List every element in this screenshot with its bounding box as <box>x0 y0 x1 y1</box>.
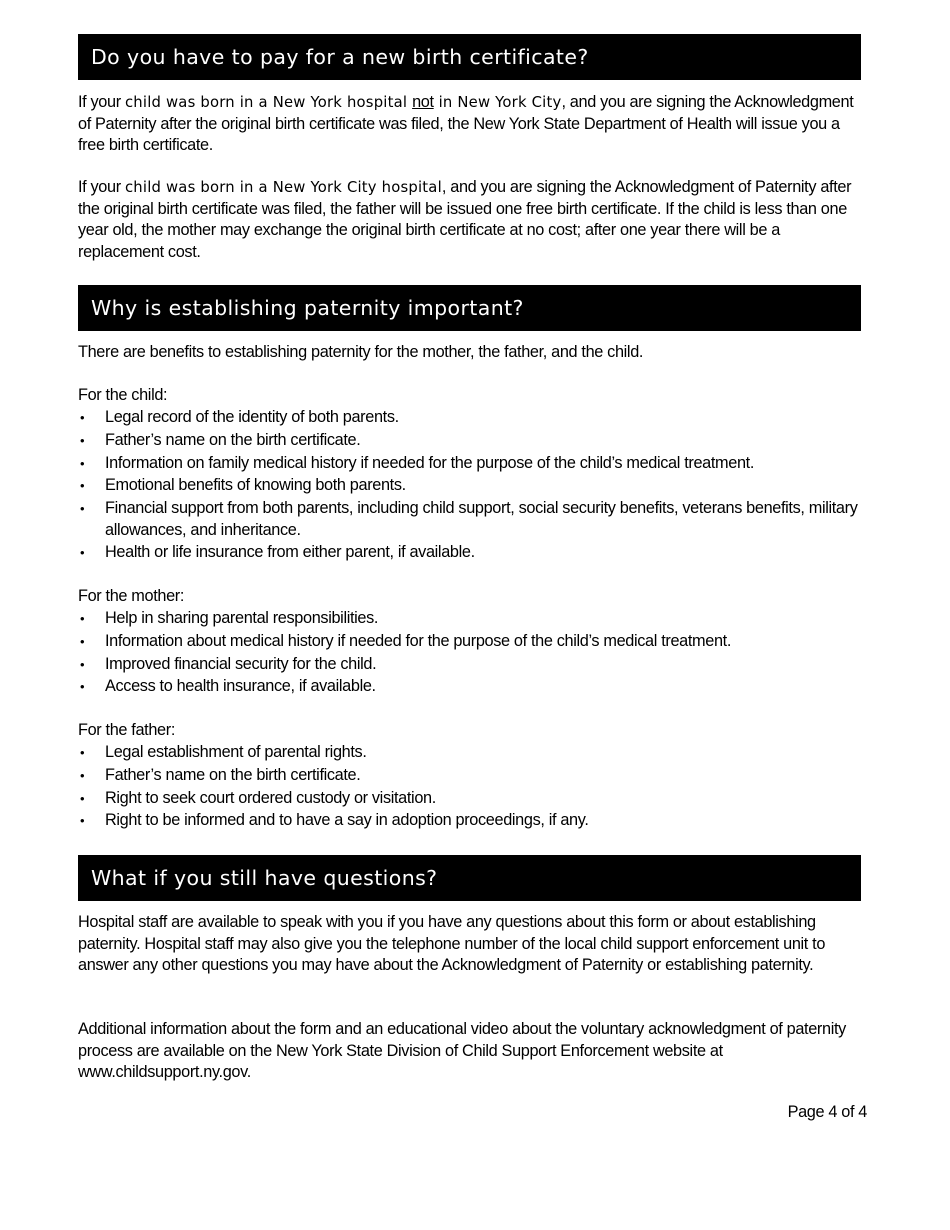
bullet-icon: • <box>80 478 85 494</box>
text-run: If your <box>78 178 125 196</box>
bullet-icon: • <box>80 745 85 760</box>
list-item-text: Father’s name on the birth certificate. <box>105 765 361 784</box>
list-item-text: Improved financial security for the child. <box>105 654 377 673</box>
bullet-icon: • <box>80 410 85 425</box>
section-heading-birth-certificate <box>78 34 861 80</box>
bullet-icon: • <box>80 545 85 561</box>
list-item-text: Help in sharing parental responsibilities. <box>105 609 379 627</box>
list-item <box>78 407 868 429</box>
list-item-text: Legal record of the identity of both parents. <box>105 408 399 426</box>
label-for-father: For the father: <box>78 721 176 739</box>
list-item <box>78 631 868 653</box>
list-item-text: Access to health insurance, if available. <box>105 677 376 696</box>
list-item-text: Information about medical history if needed for the purpose of the child’s medical treatment. <box>105 631 731 650</box>
list-father-benefits <box>78 742 868 833</box>
bullet-icon: • <box>80 611 85 626</box>
text-run-highlight: in New York City <box>433 94 562 111</box>
text-run: , and you are signing the Acknowledgment of Paternity after the original birth certificate was filed, the father will be issued one free birth certificate. If the child is less than one year old, the mother may exchange the original birth certificate at no cost; after one year there will be a replacement cost. <box>78 178 852 261</box>
list-item-text: Father’s name on the birth certificate. <box>105 430 361 449</box>
paragraph-benefits-intro: There are benefits to establishing paternity for the mother, the father, and the child. <box>78 343 644 361</box>
label-for-mother: For the mother: <box>78 587 185 605</box>
bullet-icon: • <box>80 813 85 829</box>
bullet-icon: • <box>80 432 85 448</box>
list-item <box>78 654 868 676</box>
text-run-highlight: child was born in a New York hospital <box>124 94 413 111</box>
list-item-text: Health or life insurance from either parent, if available. <box>105 543 475 562</box>
bullet-icon: • <box>80 767 85 783</box>
list-item-text: Financial support from both parents, including child support, social security benefits, veterans benefits, military allowances, and inheritance. <box>105 499 858 539</box>
text-run: If your <box>78 93 125 111</box>
text-run-highlight: child was born in a New York City hospital <box>124 179 442 196</box>
bullet-icon: • <box>80 656 85 672</box>
paragraph-ny-hospital <box>78 92 868 157</box>
heading-text: Why is establishing paternity important? <box>91 296 524 320</box>
list-item-text: Right to seek court ordered custody or visitation. <box>105 788 436 807</box>
text-run-underline: not <box>412 93 434 111</box>
list-item <box>78 542 868 564</box>
list-item <box>78 498 868 541</box>
list-item <box>78 430 868 452</box>
paragraph-nyc-hospital <box>78 177 868 263</box>
heading-text: What if you still have questions? <box>91 866 438 890</box>
bullet-icon: • <box>80 455 85 471</box>
list-item <box>78 475 868 497</box>
section-heading-questions <box>78 855 861 901</box>
paragraph-additional-info: Additional information about the form and an educational video about the voluntary acknowledgment of paternity process are available on the New York State Division of Child Support Enforcement website at www.childsupport.ny.gov. <box>78 1020 846 1081</box>
paragraph-hospital-staff: Hospital staff are available to speak with you if you have any questions about this form or about establishing paternity. Hospital staff may also give you the telephone number of the local child support enforcement unit to answer any other questions you may have about the Acknowledgment of Paternity or establishing paternity. <box>78 913 826 974</box>
list-item <box>78 608 868 630</box>
list-item-text: Emotional benefits of knowing both parents. <box>105 476 406 495</box>
bullet-icon: • <box>80 790 85 806</box>
list-child-benefits <box>78 407 868 565</box>
list-item <box>78 788 868 810</box>
bullet-icon: • <box>80 501 85 517</box>
bullet-icon: • <box>80 633 85 649</box>
heading-text: Do you have to pay for a new birth certificate? <box>91 45 589 69</box>
list-item-text: Information on family medical history if needed for the purpose of the child’s medical treatment. <box>105 453 755 472</box>
section-heading-paternity-importance <box>78 285 861 331</box>
bullet-icon: • <box>80 679 85 695</box>
list-item <box>78 810 868 832</box>
list-item <box>78 742 868 764</box>
list-item-text: Right to be informed and to have a say in adoption proceedings, if any. <box>105 811 589 830</box>
list-item <box>78 453 868 475</box>
list-mother-benefits <box>78 608 868 699</box>
list-item <box>78 765 868 787</box>
page-number: Page 4 of 4 <box>787 1103 867 1121</box>
list-item-text: Legal establishment of parental rights. <box>105 743 367 761</box>
label-for-child: For the child: <box>78 386 168 404</box>
text-run: , and you are signing the Acknowledgment of Paternity after the original birth certificate was filed, the New York State Department of Health will issue you a free birth certificate. <box>78 93 854 154</box>
list-item <box>78 676 868 698</box>
